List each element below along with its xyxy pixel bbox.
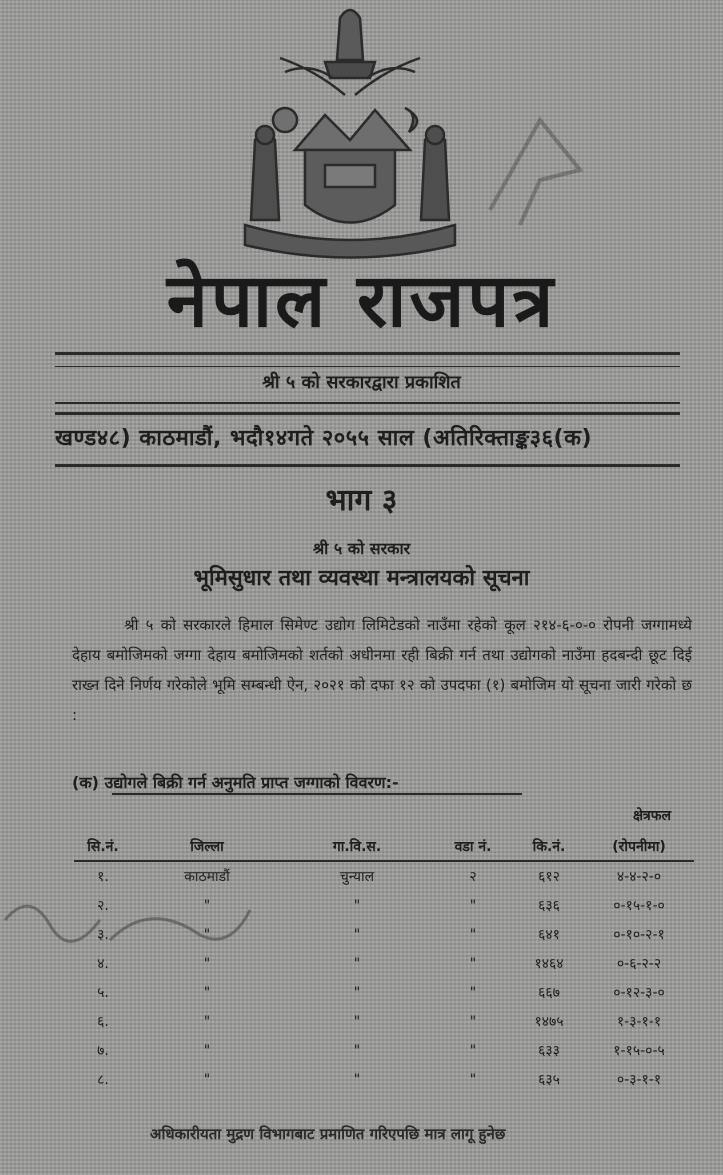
cell-district: ": [203, 897, 211, 914]
cell-vdc: चुन्याल: [339, 869, 375, 885]
gazette-masthead-title: नेपाल राजपत्र: [166, 258, 557, 344]
cell-district: ": [203, 1071, 211, 1088]
cell-ward: ": [469, 897, 477, 914]
area-header-top: क्षेत्रफल: [632, 808, 672, 824]
part-label: भाग ३: [325, 483, 398, 518]
header-vdc: गा.वि.स.: [282, 826, 432, 861]
publisher-rule-2: [55, 412, 680, 415]
cell-ward: ": [469, 1071, 477, 1088]
cell-plot: ६१२: [538, 869, 560, 885]
table-row: [74, 978, 694, 1007]
cell-ward: ": [469, 1013, 477, 1030]
cell-district: ": [203, 955, 211, 972]
table-row: [74, 920, 694, 949]
land-details-table: [74, 826, 694, 1094]
cell-serial: ७.: [97, 1043, 109, 1059]
header-district: जिल्ला: [132, 826, 282, 861]
cell-district: ": [203, 926, 211, 943]
cell-plot: ६३५: [538, 1072, 560, 1088]
table-row: [74, 861, 694, 891]
cell-district: ": [203, 1013, 211, 1030]
publisher-line: श्री ५ को सरकारद्वारा प्रकाशित: [262, 372, 461, 393]
cell-area: ४-४-२-०: [616, 869, 662, 885]
cell-plot: ६६७: [538, 985, 560, 1001]
cell-area: ०-१५-१-०: [613, 898, 665, 914]
cell-serial: ८.: [97, 1072, 109, 1088]
cell-serial: २.: [97, 898, 109, 914]
header-plot: कि.नं.: [514, 826, 584, 861]
subheading-underline: [112, 793, 522, 795]
header-ward: वडा नं.: [432, 826, 514, 861]
cell-vdc: ": [353, 926, 361, 943]
cell-plot: ६४१: [538, 927, 560, 943]
cell-vdc: ": [353, 1013, 361, 1030]
cell-plot: १४७५: [534, 1014, 564, 1030]
cell-ward: ": [469, 984, 477, 1001]
cell-ward: ": [469, 1042, 477, 1059]
notice-body-paragraph: श्री ५ को सरकारले हिमाल सिमेण्ट उद्योग लिमिटेडको नाउँमा रहेको कूल २१४-६-०-० रोपनी जग्गामध्ये देहाय बमोजिमको जग्गा देहाय बमोजिमको शर्तको अधीनमा रही बिक्री गर्न तथा उद्योगको नाउँमा हदबन्दी छूट दिई राख्न दिने निर्णय गरेकोले भूमि सम्बन्धी ऐन, २०२१ को दफा १२ को उपदफा (१) बमोजिम यो सूचना जारी गरेको छ :: [72, 616, 692, 724]
table-row: [74, 1065, 694, 1094]
cell-district: ": [203, 1042, 211, 1059]
cell-ward: ": [469, 955, 477, 972]
cell-ward: ": [469, 926, 477, 943]
cell-plot: ६३६: [538, 898, 560, 914]
masthead-rule-top: [55, 352, 680, 355]
cell-vdc: ": [353, 1042, 361, 1059]
faded-signature-mark-icon: [480, 110, 590, 230]
royal-coat-of-arms-emblem: [225, 0, 475, 262]
cell-vdc: ": [353, 984, 361, 1001]
masthead-rule-mid: [55, 366, 680, 367]
cell-serial: ३.: [97, 927, 109, 943]
cell-plot: १४६४: [534, 956, 564, 972]
table-row: [74, 1036, 694, 1065]
government-heading: श्री ५ को सरकार: [312, 539, 411, 558]
issue-rule: [55, 464, 680, 467]
footer-certification-text: अधिकारीयता मुद्रण विभागबाट प्रमाणित गरिएपछि मात्र लागू हुनेछ: [150, 1125, 506, 1143]
table-row: [74, 1007, 694, 1036]
cell-plot: ६३३: [538, 1043, 560, 1059]
cell-area: ०-१२-३-०: [613, 985, 665, 1001]
cell-district: काठमाडौं: [184, 869, 230, 885]
cell-district: ": [203, 984, 211, 1001]
cell-area: ०-३-१-१: [616, 1072, 662, 1088]
cell-area: १-१५-०-५: [613, 1043, 665, 1059]
issue-line: खण्ड४८) काठमाडौं, भदौ१४गते २०५५ साल (अतिरिक्ताङ्क३६(क): [55, 426, 593, 451]
cell-vdc: ": [353, 955, 361, 972]
header-area: (रोपनीमा): [584, 826, 694, 861]
cell-vdc: ": [353, 1071, 361, 1088]
header-serial: सि.नं.: [74, 826, 132, 861]
table-row: [74, 949, 694, 978]
cell-serial: १.: [97, 869, 109, 885]
cell-area: ०-१०-२-१: [613, 927, 665, 943]
cell-serial: ५.: [97, 985, 109, 1001]
cell-serial: ६.: [97, 1014, 109, 1030]
table-header-row: [74, 826, 694, 861]
table-row: [74, 891, 694, 920]
cell-vdc: ": [353, 897, 361, 914]
cell-serial: ४.: [97, 956, 109, 972]
ministry-notice-heading: भूमिसुधार तथा व्यवस्था मन्त्रालयको सूचना: [193, 566, 530, 591]
cell-area: ०-६-२-२: [616, 956, 662, 972]
cell-ward: २: [469, 869, 477, 885]
publisher-rule-1: [55, 402, 680, 404]
land-details-subheading: (क) उद्योगले बिक्री गर्न अनुमति प्राप्त जग्गाको विवरण:-: [72, 773, 399, 792]
cell-area: १-३-१-१: [616, 1014, 662, 1030]
